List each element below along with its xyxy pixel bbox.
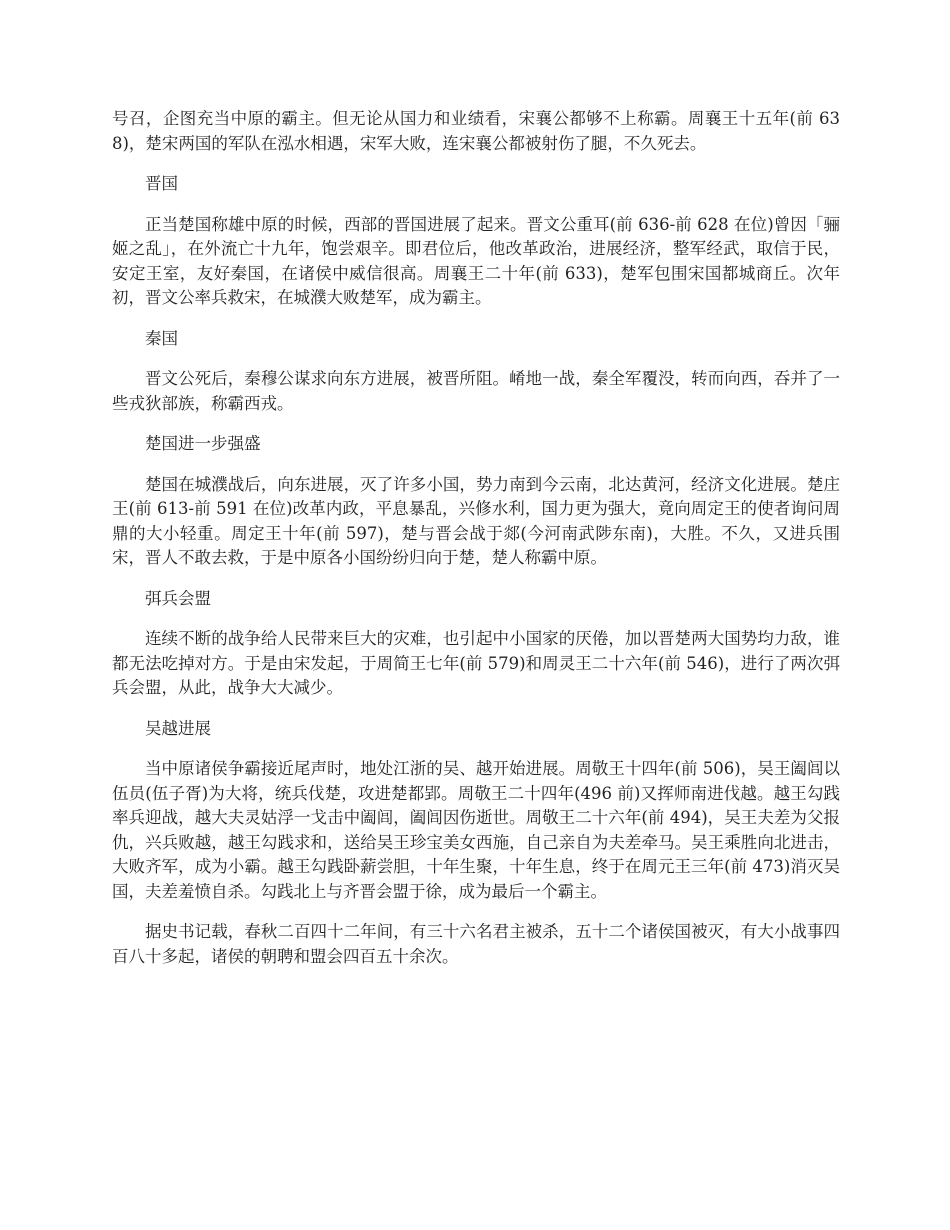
heading-chu: 楚国进一步强盛	[145, 434, 261, 453]
paragraph-mibing: 连续不断的战争给人民带来巨大的灾难，也引起中小国家的厌倦，加以晋楚两大国势均力敌，谁都无法吃掉对方。于是由宋发起，于周简王七年(前 579)和周灵王二十六年(前 546)，进行了两次弭兵会盟，从此，战争大大减少。	[112, 629, 840, 697]
paragraph-song-xiang: 号召，企图充当中原的霸主。但无论从国力和业绩看，宋襄公都够不上称霸。周襄王十五年(前 638)，楚宋两国的军队在泓水相遇，宋军大败，连宋襄公都被射伤了腿，不久死去。	[112, 109, 840, 153]
paragraph-wuyue: 当中原诸侯争霸接近尾声时，地处江浙的吴、越开始进展。周敬王十四年(前 506)，吴王阖闾以伍员(伍子胥)为大将，统兵伐楚，攻进楚都郢。周敬王二十四年(496 前)又挥师南进伐越。越王勾践率兵迎战，越大夫灵姑浮一戈击中阖闾，阖闾因伤逝世。周敬王二十六年(前 494)，吴王夫差为父报仇，兴兵败越，越王勾践求和，送给吴王珍宝美女西施，自己亲自为夫差牵马。吴王乘胜向北进击，大败齐军，成为小霸。越王勾践卧薪尝胆，十年生聚，十年生息，终于在周元王三年(前 473)消灭吴国，夫差羞愤自杀。勾践北上与齐晋会盟于徐，成为最后一个霸主。	[112, 759, 840, 901]
paragraph-qin: 晋文公死后，秦穆公谋求向东方进展，被晋所阻。崤地一战，秦全军覆没，转而向西，吞并了一些戎狄部族，称霸西戎。	[112, 369, 840, 413]
heading-jin: 晋国	[145, 174, 178, 193]
paragraph-summary: 据史书记载，春秋二百四十二年间，有三十六名君主被杀，五十二个诸侯国被灭，有大小战事四百八十多起，诸侯的朝聘和盟会四百五十余次。	[112, 922, 840, 966]
paragraph-chu: 楚国在城濮战后，向东进展，灭了许多小国，势力南到今云南，北达黄河，经济文化进展。楚庄王(前 613-前 591 在位)改革内政，平息暴乱，兴修水利，国力更为强大，竟向周定王的使者询问周鼎的大小轻重。周定王十年(前 597)，楚与晋会战于郯(今河南武陟东南)，大胜。不久，又进兵围宋，晋人不敢去救，于是中原各小国纷纷归向于楚，楚人称霸中原。	[112, 474, 840, 567]
heading-mibing: 弭兵会盟	[145, 588, 211, 608]
heading-qin: 秦国	[145, 328, 178, 348]
heading-wuyue: 吴越进展	[145, 718, 211, 738]
paragraph-jin: 正当楚国称雄中原的时候，西部的晋国进展了起来。晋文公重耳(前 636-前 628 在位)曾因「骊姬之乱」，在外流亡十九年，饱尝艰辛。即君位后，他改革政治，进展经济，整军经武，取信于民，安定王室，友好秦国，在诸侯中威信很高。周襄王二十年(前 633)，楚军包围宋国都城商丘。次年初，晋文公率兵救宋，在城濮大败楚军，成为霸主。	[112, 214, 840, 307]
